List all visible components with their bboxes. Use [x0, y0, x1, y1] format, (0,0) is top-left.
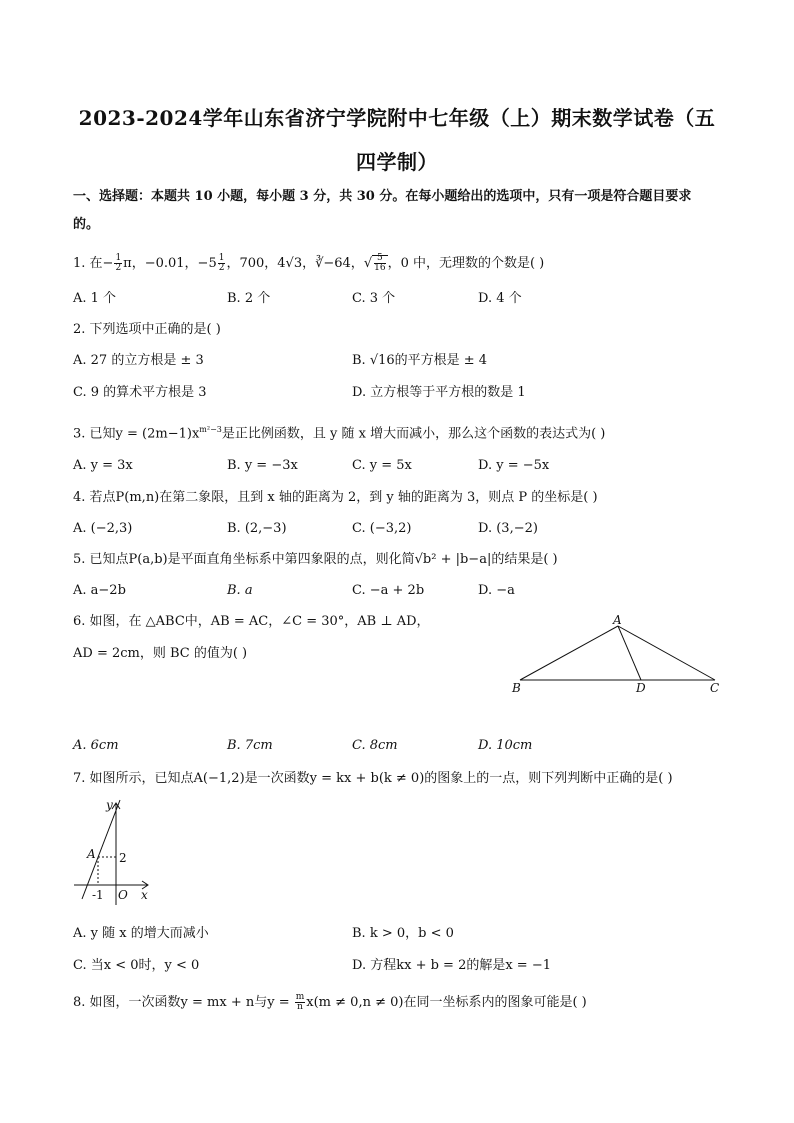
- q3-option-c: C. y = 5x: [352, 458, 412, 473]
- label-two: 2: [119, 851, 127, 865]
- fraction: $\frac{5}{16}$: [374, 253, 386, 273]
- q1-option-d: D. 4 个: [478, 291, 522, 306]
- q7-option-a: A. y 随 x 的增大而减小: [73, 926, 209, 941]
- section-heading-line1: 一、选择题：本题共 10 小题，每小题 3 分，共 30 分。在每小题给出的选项中，只有一项是符合题目要求: [73, 189, 692, 204]
- q6-option-a: A. 6cm: [73, 738, 119, 753]
- segment-ab: [520, 626, 618, 680]
- question-8-stem: 8. 如图，一次函数y = mx + n与y = $\frac{m}{n}$ x(m ≠ 0,n ≠ 0)在同一坐标系内的图象可能是( ): [73, 992, 587, 1012]
- q5-option-c: C. −a + 2b: [352, 583, 425, 598]
- q5-option-d: D. −a: [478, 583, 515, 598]
- fraction: $\frac{m}{n}$: [295, 992, 305, 1012]
- label-a: A: [613, 613, 622, 627]
- label-y: y: [106, 798, 113, 812]
- exam-title-line1: 2023-2024学年山东省济宁学院附中七年级（上）期末数学试卷（五: [78, 106, 716, 130]
- label-point-a: A: [87, 847, 96, 861]
- q6-option-d: D. 10cm: [478, 738, 533, 753]
- label-c: C: [710, 681, 720, 695]
- label-b: B: [512, 681, 521, 695]
- q4-option-a: A. (−2,3): [73, 521, 133, 536]
- q2-option-a: A. 27 的立方根是 ± 3: [73, 353, 204, 368]
- q3-option-a: A. y = 3x: [73, 458, 133, 473]
- fraction: $\frac{1}{2}$: [218, 253, 225, 273]
- exam-title-line2: 四学制）: [356, 150, 438, 174]
- question-6-stem-line2: AD = 2cm，则 BC 的值为( ): [73, 646, 248, 661]
- question-6-stem-line1: 6. 如图，在 △ABC中，AB = AC，∠C = 30°，AB ⊥ AD，: [73, 614, 430, 629]
- label-d: D: [636, 681, 646, 695]
- q2-option-b: B. √16的平方根是 ± 4: [352, 353, 488, 368]
- q6-option-c: C. 8cm: [352, 738, 398, 753]
- q7-option-c: C. 当x < 0时，y < 0: [73, 958, 200, 973]
- question-7-stem: 7. 如图所示，已知点A(−1,2)是一次函数y = kx + b(k ≠ 0)的图象上的一点，则下列判断中正确的是( ): [73, 771, 673, 786]
- linear-function-figure: [70, 795, 155, 910]
- q5-option-a: A. a−2b: [73, 583, 126, 598]
- q7-option-d: D. 方程kx + b = 2的解是x = −1: [352, 958, 551, 973]
- label-x: x: [141, 888, 148, 902]
- q1-option-a: A. 1 个: [73, 291, 117, 306]
- q7-option-b: B. k > 0，b < 0: [352, 926, 454, 941]
- section-heading-line2: 的。: [73, 217, 100, 232]
- q4-option-c: C. (−3,2): [352, 521, 412, 536]
- q6-option-b: B. 7cm: [227, 738, 273, 753]
- fraction: $\frac{1}{2}$: [115, 253, 122, 273]
- q2-option-c: C. 9 的算术平方根是 3: [73, 385, 207, 400]
- q5-option-b: B. a: [227, 583, 253, 598]
- q4-option-b: B. (2,−3): [227, 521, 287, 536]
- q2-option-d: D. 立方根等于平方根的数是 1: [352, 385, 526, 400]
- segment-ad: [618, 626, 641, 680]
- label-neg-one: -1: [92, 888, 104, 902]
- question-4-stem: 4. 若点P(m,n)在第二象限，且到 x 轴的距离为 2，到 y 轴的距离为 3，则点 P 的坐标是( ): [73, 490, 598, 505]
- q1-option-c: C. 3 个: [352, 291, 396, 306]
- label-origin: O: [118, 888, 128, 902]
- q1-option-b: B. 2 个: [227, 291, 271, 306]
- q4-option-d: D. (3,−2): [478, 521, 538, 536]
- question-5-stem: 5. 已知点P(a,b)是平面直角坐标系中第四象限的点，则化简√b² + |b−a|的结果是( ): [73, 552, 558, 567]
- question-3-stem: 3. 已知$y = (2m-1)x^{m^2-3}$是正比例函数，且 y 随 x 增大而减小，那么这个函数的表达式为( ): [73, 425, 606, 442]
- q3-option-b: B. y = −3x: [227, 458, 298, 473]
- question-2-stem: 2. 下列选项中正确的是( ): [73, 322, 221, 337]
- q3-option-d: D. y = −5x: [478, 458, 550, 473]
- question-1-stem: 1. 在− $\frac{1}{2}$ π，−0.01，−5 $\frac{1}{2}$ ，700，4√3，∛−64，√ $\frac{5}{16}$ ，0 中，无理数的个数是( ): [73, 253, 545, 273]
- triangle-figure: [505, 612, 735, 700]
- segment-ac: [618, 626, 715, 680]
